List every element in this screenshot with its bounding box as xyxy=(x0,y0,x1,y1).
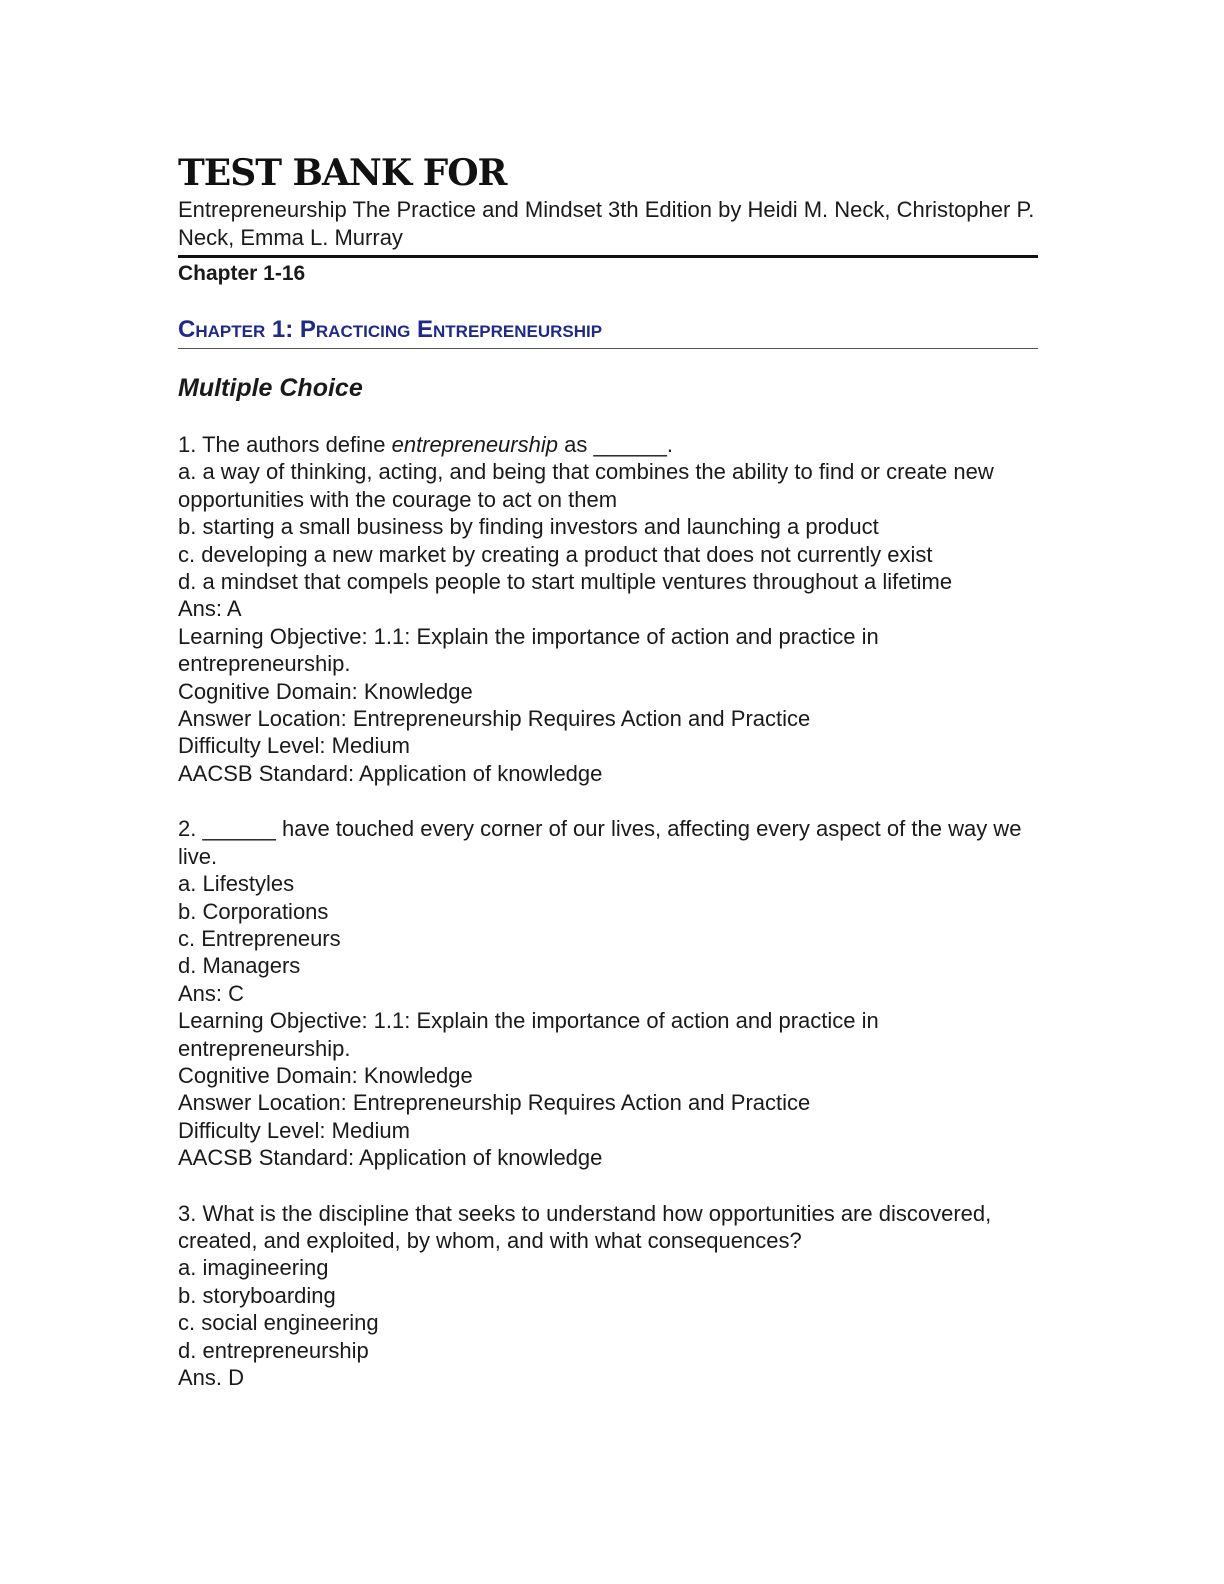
question-stem: 1. The authors define entrepreneurship as ______. xyxy=(178,432,673,457)
answer: Ans: C xyxy=(178,980,245,1006)
chapter-range: Chapter 1-16 xyxy=(178,262,306,285)
stem-emphasis: entrepreneurship xyxy=(391,432,558,457)
option-c: c. social engineering xyxy=(178,1310,379,1336)
answer-location: Answer Location: Entrepreneurship Requires Action and Practice xyxy=(178,1090,811,1116)
question-stem: 3. What is the discipline that seeks to understand how opportunities are discovered, created, and exploited, by whom, and with what consequences? xyxy=(178,1200,992,1253)
difficulty-level: Difficulty Level: Medium xyxy=(178,733,410,759)
document-page xyxy=(178,150,1038,1391)
answer-location: Answer Location: Entrepreneurship Requires Action and Practice xyxy=(178,706,811,732)
option-c: c. developing a new market by creating a product that does not currently exist xyxy=(178,541,933,567)
section-heading: Multiple Choice xyxy=(178,374,363,402)
option-d: d. entrepreneurship xyxy=(178,1337,369,1363)
question-1 xyxy=(178,431,1038,787)
option-b: b. Corporations xyxy=(178,898,329,924)
book-subtitle: Entrepreneurship The Practice and Mindset 3th Edition by Heidi M. Neck, Christopher P. Neck, Emma L. Murray xyxy=(178,196,1038,258)
answer: Ans: A xyxy=(178,596,242,622)
learning-objective: Learning Objective: 1.1: Explain the importance of action and practice in entrepreneurship. xyxy=(178,623,879,677)
option-b: b. starting a small business by finding investors and launching a product xyxy=(178,514,879,540)
option-d: d. a mindset that compels people to start multiple ventures throughout a lifetime xyxy=(178,569,953,595)
option-a: a. imagineering xyxy=(178,1255,329,1281)
chapter-heading: Chapter 1: Practicing Entrepreneurship xyxy=(178,314,1038,349)
option-a: a. Lifestyles xyxy=(178,871,295,897)
question-2 xyxy=(178,815,1038,1171)
option-b: b. storyboarding xyxy=(178,1282,336,1308)
answer: Ans. D xyxy=(178,1365,245,1390)
aacsb-standard: AACSB Standard: Application of knowledge xyxy=(178,1145,603,1171)
difficulty-level: Difficulty Level: Medium xyxy=(178,1117,410,1143)
option-c: c. Entrepreneurs xyxy=(178,925,341,951)
banner-title: TEST BANK FOR xyxy=(178,152,507,194)
option-a: a. a way of thinking, acting, and being that combines the ability to find or create new opportunities with the courage to act on them xyxy=(178,459,994,512)
question-stem: 2. ______ have touched every corner of our lives, affecting every aspect of the way we live. xyxy=(178,816,1022,869)
aacsb-standard: AACSB Standard: Application of knowledge xyxy=(178,760,603,786)
question-3 xyxy=(178,1200,1038,1392)
cognitive-domain: Cognitive Domain: Knowledge xyxy=(178,1062,473,1088)
learning-objective: Learning Objective: 1.1: Explain the importance of action and practice in entrepreneurship. xyxy=(178,1008,879,1061)
cognitive-domain: Cognitive Domain: Knowledge xyxy=(178,678,473,704)
option-d: d. Managers xyxy=(178,953,301,979)
